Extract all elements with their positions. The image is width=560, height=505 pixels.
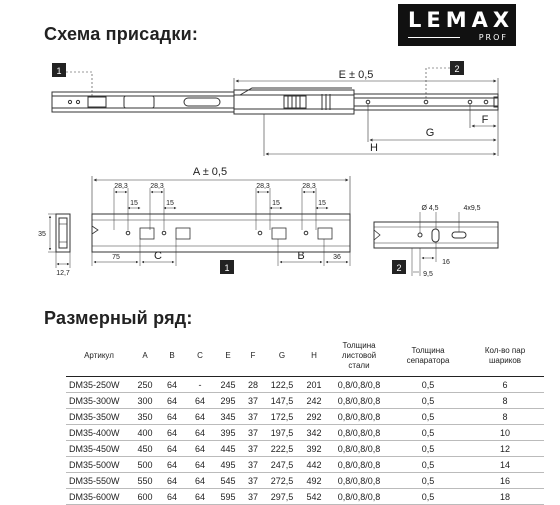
header-steel-thickness: Толщина листовой стали xyxy=(328,336,390,377)
cell-separator-thickness: 0,5 xyxy=(390,457,466,473)
cell-b: 64 xyxy=(158,393,186,409)
header-g: G xyxy=(264,336,300,377)
logo-word: LEMAX xyxy=(408,8,515,32)
cell-a: 300 xyxy=(132,393,158,409)
dim-pitch-4: 15 xyxy=(318,200,326,207)
cell-g: 272,5 xyxy=(264,473,300,489)
table-row xyxy=(66,457,544,473)
cell-steel-thickness: 0,8/0,8/0,8 xyxy=(328,441,390,457)
cell-article: DM35-600W xyxy=(66,489,132,505)
cell-e: 295 xyxy=(214,393,242,409)
table-row xyxy=(66,441,544,457)
cell-separator-thickness: 0,5 xyxy=(390,473,466,489)
side-edge-label: 9,5 xyxy=(423,271,433,278)
header-e: E xyxy=(214,336,242,377)
cell-f: 28 xyxy=(242,377,264,393)
cell-ball-pairs: 16 xyxy=(466,473,544,489)
cell-f: 37 xyxy=(242,473,264,489)
cell-b: 64 xyxy=(158,409,186,425)
cell-ball-pairs: 18 xyxy=(466,489,544,505)
cell-b: 64 xyxy=(158,473,186,489)
cell-g: 197,5 xyxy=(264,425,300,441)
logo-sub: PROF xyxy=(478,33,508,42)
cell-ball-pairs: 8 xyxy=(466,409,544,425)
table-row xyxy=(66,393,544,409)
cell-e: 345 xyxy=(214,409,242,425)
dim-h-label: H xyxy=(370,142,378,154)
cell-article: DM35-550W xyxy=(66,473,132,489)
cell-steel-thickness: 0,8/0,8/0,8 xyxy=(328,473,390,489)
cell-e: 395 xyxy=(214,425,242,441)
cell-b: 64 xyxy=(158,441,186,457)
svg-text:2: 2 xyxy=(454,64,460,74)
cell-c: 64 xyxy=(186,425,214,441)
cell-f: 37 xyxy=(242,409,264,425)
cell-f: 37 xyxy=(242,425,264,441)
cell-separator-thickness: 0,5 xyxy=(390,377,466,393)
sizes-heading: Размерный ряд: xyxy=(44,308,193,328)
table-row xyxy=(66,377,544,393)
dim-offset-left-2: 28,3 xyxy=(150,183,164,190)
cell-e: 445 xyxy=(214,441,242,457)
dim-c-label: C xyxy=(154,250,162,262)
cell-b: 64 xyxy=(158,425,186,441)
badge-1-top xyxy=(52,63,66,77)
badge-2-top xyxy=(450,61,464,75)
dim-pitch-3: 15 xyxy=(272,200,280,207)
dim-offset-right-2: 28,3 xyxy=(302,183,316,190)
header-h: H xyxy=(300,336,328,377)
cell-b: 64 xyxy=(158,377,186,393)
cell-h: 292 xyxy=(300,409,328,425)
svg-text:1: 1 xyxy=(56,66,62,76)
cell-g: 247,5 xyxy=(264,457,300,473)
cell-steel-thickness: 0,8/0,8/0,8 xyxy=(328,393,390,409)
cell-c: 64 xyxy=(186,409,214,425)
cell-f: 37 xyxy=(242,441,264,457)
svg-text:2: 2 xyxy=(396,263,402,273)
cell-h: 392 xyxy=(300,441,328,457)
cell-article: DM35-250W xyxy=(66,377,132,393)
cell-e: 495 xyxy=(214,457,242,473)
dim-g-label: G xyxy=(425,127,435,139)
cell-separator-thickness: 0,5 xyxy=(390,489,466,505)
table-row xyxy=(66,489,544,505)
cell-f: 37 xyxy=(242,457,264,473)
cell-separator-thickness: 0,5 xyxy=(390,441,466,457)
dim-left-gap: 75 xyxy=(112,254,120,261)
cell-steel-thickness: 0,8/0,8/0,8 xyxy=(328,457,390,473)
cell-h: 442 xyxy=(300,457,328,473)
dim-offset-right-1: 28,3 xyxy=(256,183,270,190)
dim-right-gap: 36 xyxy=(333,254,341,261)
dim-offset-left-1: 28,3 xyxy=(114,183,128,190)
svg-text:1: 1 xyxy=(224,263,230,273)
cell-h: 201 xyxy=(300,377,328,393)
cell-article: DM35-300W xyxy=(66,393,132,409)
cell-separator-thickness: 0,5 xyxy=(390,393,466,409)
cell-c: 64 xyxy=(186,457,214,473)
cell-article: DM35-350W xyxy=(66,409,132,425)
cell-ball-pairs: 8 xyxy=(466,393,544,409)
table-row xyxy=(66,473,544,489)
cell-a: 400 xyxy=(132,425,158,441)
dim-e-label: E ± 0,5 xyxy=(338,69,374,81)
cell-f: 37 xyxy=(242,489,264,505)
cell-c: 64 xyxy=(186,473,214,489)
cell-article: DM35-500W xyxy=(66,457,132,473)
dim-pitch-2: 15 xyxy=(166,200,174,207)
cell-g: 222,5 xyxy=(264,441,300,457)
cell-steel-thickness: 0,8/0,8/0,8 xyxy=(328,489,390,505)
cell-c: 64 xyxy=(186,441,214,457)
cell-a: 450 xyxy=(132,441,158,457)
cell-g: 147,5 xyxy=(264,393,300,409)
cell-article: DM35-450W xyxy=(66,441,132,457)
cell-separator-thickness: 0,5 xyxy=(390,409,466,425)
cell-ball-pairs: 12 xyxy=(466,441,544,457)
cell-a: 250 xyxy=(132,377,158,393)
header-article: Артикул xyxy=(66,336,132,377)
cell-article: DM35-400W xyxy=(66,425,132,441)
header-ball-pairs: Кол-во пар шариков xyxy=(466,336,544,377)
dim-height-35: 35 xyxy=(38,231,46,238)
cell-steel-thickness: 0,8/0,8/0,8 xyxy=(328,409,390,425)
cell-g: 297,5 xyxy=(264,489,300,505)
slot-size-label: 4x9,5 xyxy=(463,205,481,212)
header-c: C xyxy=(186,336,214,377)
scheme-heading: Схема присадки: xyxy=(44,24,199,44)
cell-e: 245 xyxy=(214,377,242,393)
badge-2-side xyxy=(392,260,406,274)
cell-h: 542 xyxy=(300,489,328,505)
hole-diameter-label: Ø 4,5 xyxy=(421,205,439,212)
cell-steel-thickness: 0,8/0,8/0,8 xyxy=(328,377,390,393)
cell-h: 492 xyxy=(300,473,328,489)
header-f: F xyxy=(242,336,264,377)
header-a: A xyxy=(132,336,158,377)
cell-c: 64 xyxy=(186,393,214,409)
badge-1-mid xyxy=(220,260,234,274)
dim-f-label: F xyxy=(481,114,489,126)
cell-b: 64 xyxy=(158,457,186,473)
cell-b: 64 xyxy=(158,489,186,505)
dim-b-label: B xyxy=(297,250,305,262)
cell-e: 545 xyxy=(214,473,242,489)
cell-c: 64 xyxy=(186,489,214,505)
cell-a: 600 xyxy=(132,489,158,505)
cell-h: 342 xyxy=(300,425,328,441)
header-b: B xyxy=(158,336,186,377)
cell-a: 350 xyxy=(132,409,158,425)
cell-a: 500 xyxy=(132,457,158,473)
extended-slide-drawing xyxy=(52,68,498,156)
size-table xyxy=(66,336,544,505)
cell-ball-pairs: 14 xyxy=(466,457,544,473)
cell-ball-pairs: 10 xyxy=(466,425,544,441)
table-header-row xyxy=(66,336,544,377)
table-row xyxy=(66,425,544,441)
dim-pitch-1: 15 xyxy=(130,200,138,207)
cell-g: 122,5 xyxy=(264,377,300,393)
header-separator-thickness: Толщина сепаратора xyxy=(390,336,466,377)
cell-e: 595 xyxy=(214,489,242,505)
cell-c: - xyxy=(186,377,214,393)
table-row xyxy=(66,409,544,425)
cell-separator-thickness: 0,5 xyxy=(390,425,466,441)
cell-f: 37 xyxy=(242,393,264,409)
dim-thickness: 12,7 xyxy=(56,270,70,277)
cell-a: 550 xyxy=(132,473,158,489)
cell-ball-pairs: 6 xyxy=(466,377,544,393)
cell-steel-thickness: 0,8/0,8/0,8 xyxy=(328,425,390,441)
cell-g: 172,5 xyxy=(264,409,300,425)
dim-a-label: A ± 0,5 xyxy=(192,166,228,178)
table-body xyxy=(66,377,544,505)
side-offset-label: 16 xyxy=(442,259,450,266)
cell-h: 242 xyxy=(300,393,328,409)
